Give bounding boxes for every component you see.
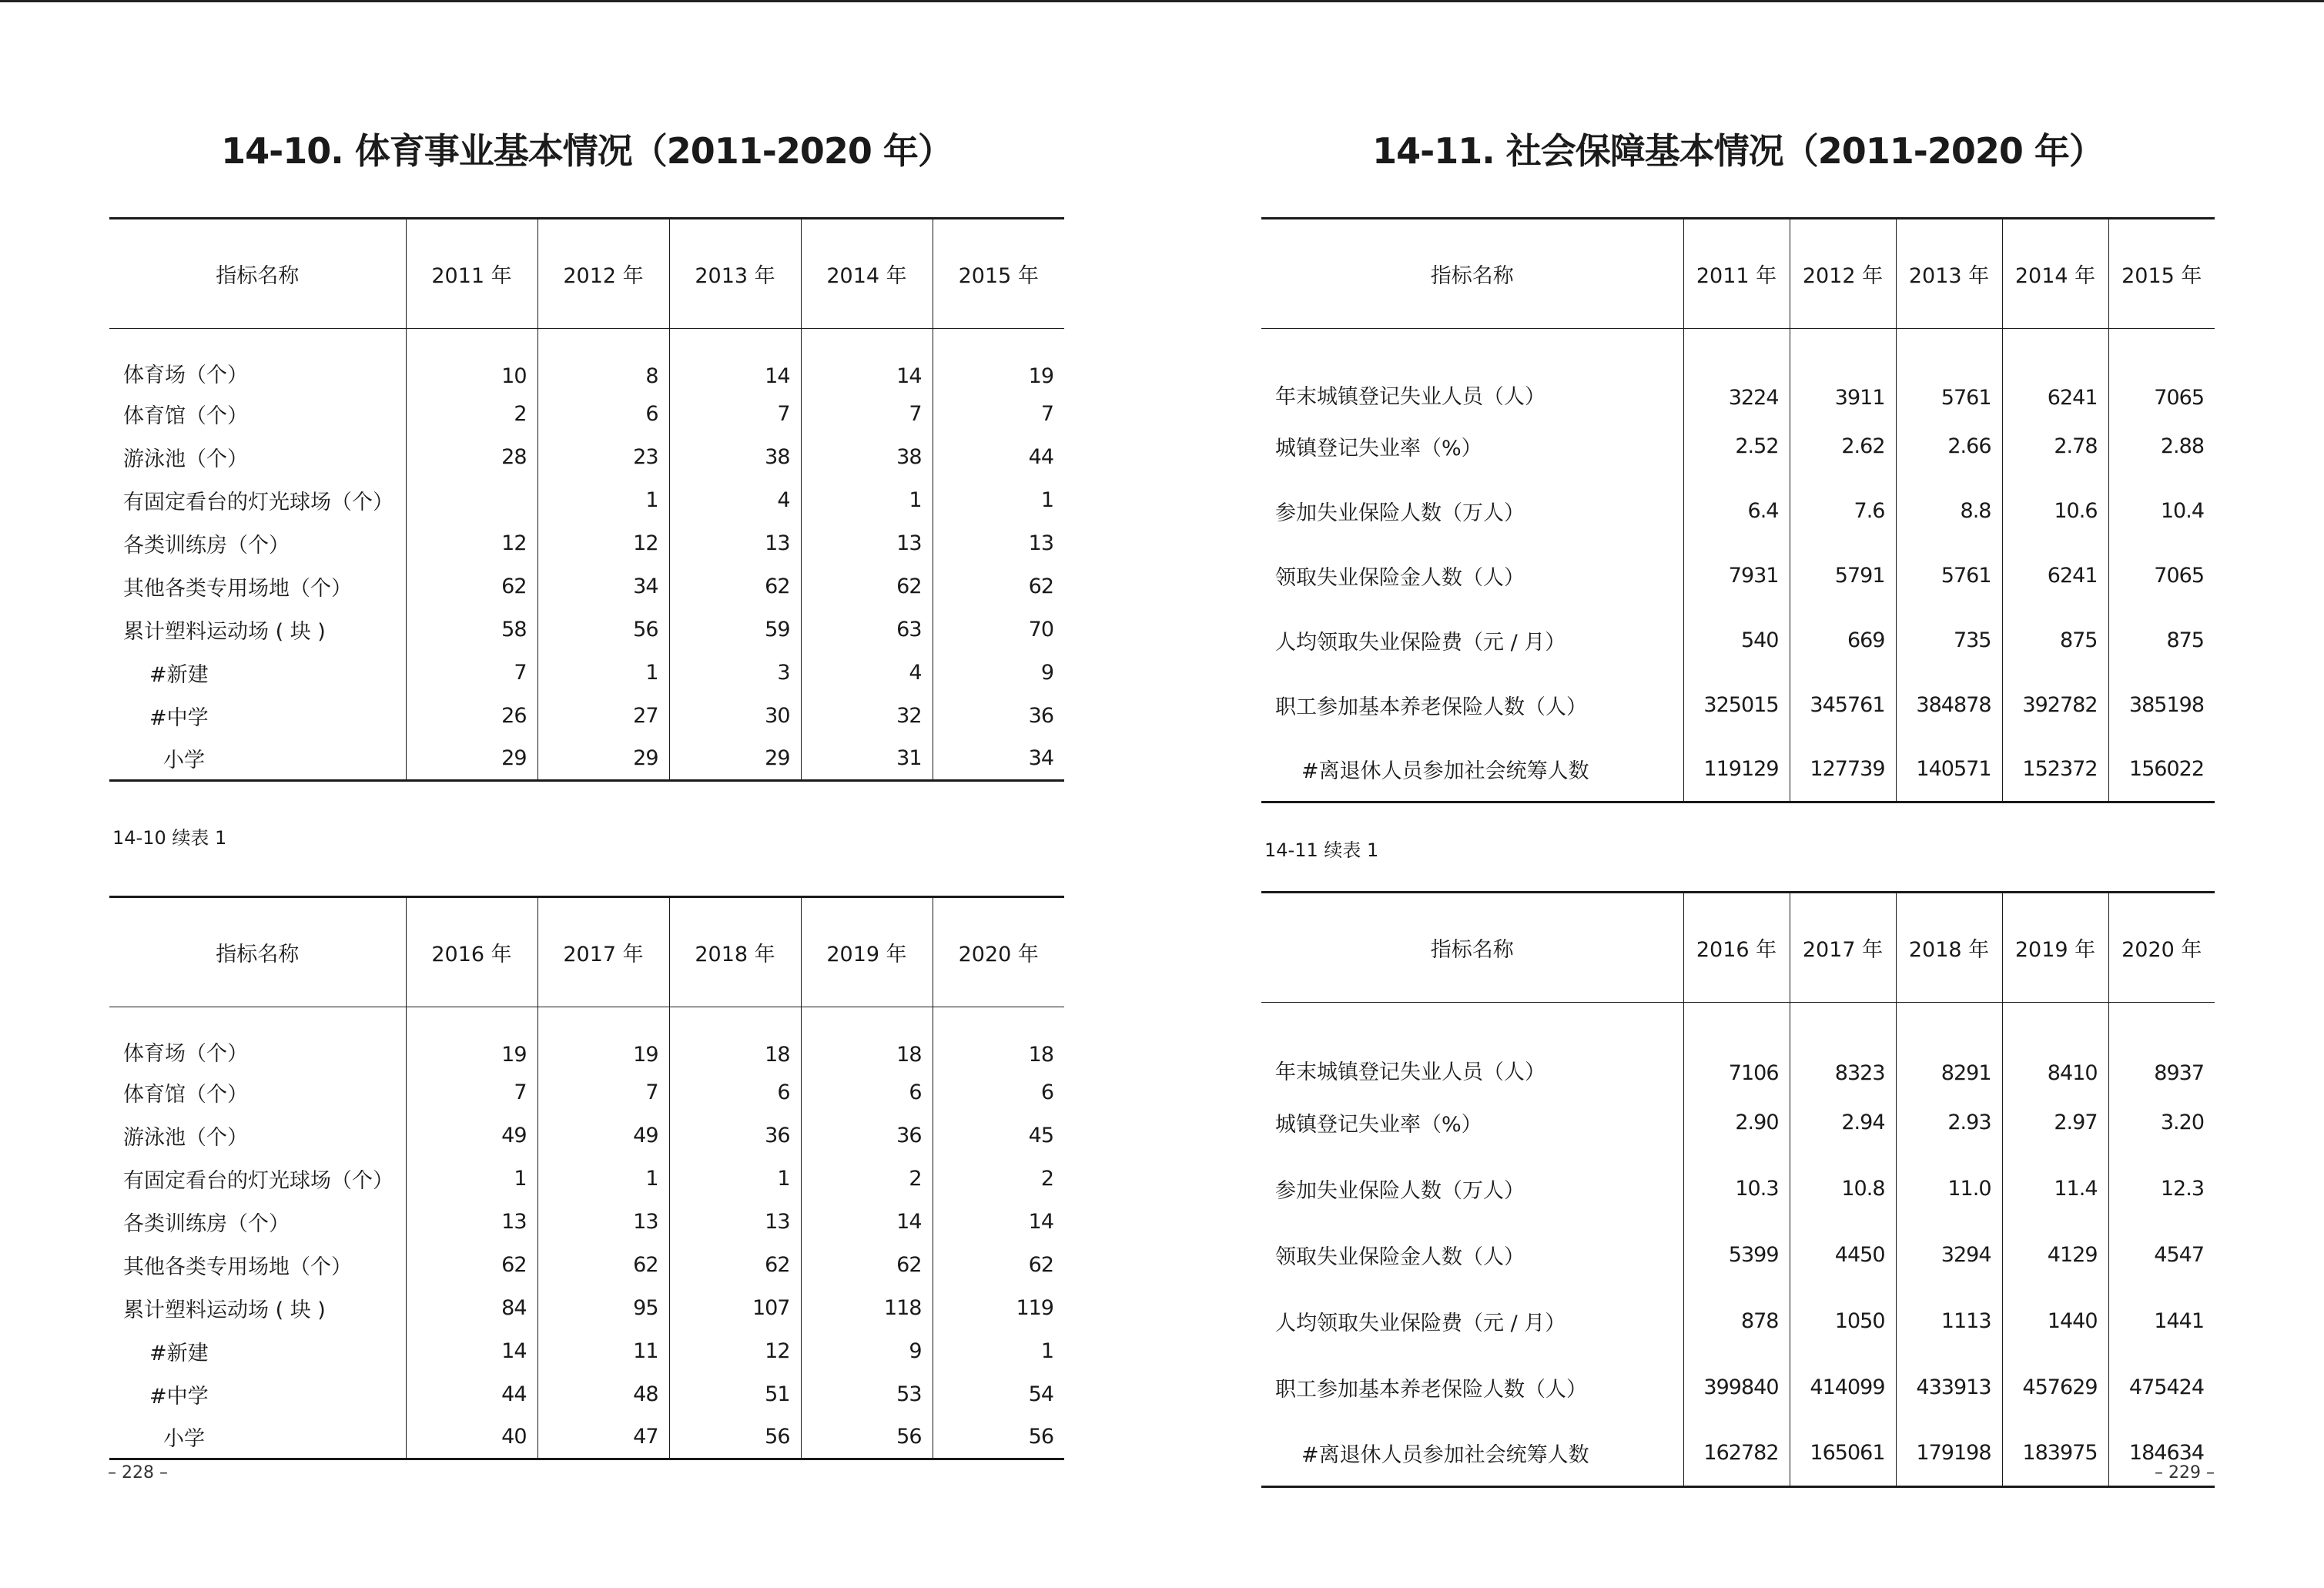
cell-value: 1 [801,479,933,522]
table-row [109,608,1064,652]
cell-value: 6241 [2002,544,2108,608]
cell-value: 49 [406,1114,537,1157]
column-header-year: 2011 年 [406,219,537,329]
cell-value: 2.93 [1896,1090,2002,1156]
row-label: 参加失业保险人数（万人） [1275,1179,1525,1203]
cell-value: 4 [801,652,933,695]
cell-value: 23 [537,436,669,479]
table-row [1261,608,2215,673]
cell-value: 13 [406,1201,537,1244]
cell-value: 14 [801,1201,933,1244]
cell-value: 433913 [1896,1355,2002,1421]
cell-value: 162782 [1683,1421,1790,1487]
cell-value: 184634 [2108,1421,2215,1487]
cell-value: 70 [933,608,1064,652]
row-label: 人均领取失业保险费（元 / 月） [1275,1312,1566,1335]
column-header-year: 2016 年 [1683,893,1790,1003]
cell-value: 878 [1683,1288,1790,1355]
row-label: 职工参加基本养老保险人数（人） [1275,1378,1587,1402]
table-row [1261,1421,2215,1487]
social-security-table-2011-2015 [1261,217,2215,803]
row-label: 参加失业保险人数（万人） [1275,501,1525,525]
cell-value: 5791 [1790,544,1896,608]
cell-value: 95 [537,1287,669,1330]
row-label: 小学 [109,1416,406,1459]
column-header-year: 2013 年 [1896,219,2002,329]
row-label: 年末城镇登记失业人员（人） [1275,1060,1545,1084]
cell-value: 107 [669,1287,801,1330]
cell-value: 62 [669,1244,801,1287]
column-header-year: 2015 年 [2108,219,2215,329]
sports-table-2016-2020 [109,896,1064,1460]
table-row [109,1007,1064,1071]
table-row [1261,1003,2215,1090]
cell-value: 6 [669,1071,801,1114]
cell-value: 48 [537,1373,669,1416]
cell-value: 1 [537,1157,669,1201]
cell-value: 7065 [2108,544,2215,608]
cell-value: 14 [933,1201,1064,1244]
cell-value: 14 [406,1330,537,1373]
cell-value: 44 [933,436,1064,479]
table-row [109,1330,1064,1373]
cell-value: 5399 [1683,1222,1790,1288]
cell-value: 62 [669,565,801,608]
cell-value: 1 [537,479,669,522]
cell-value: 475424 [2108,1355,2215,1421]
cell-value: 8 [537,329,669,393]
cell-value: 31 [801,738,933,781]
cell-value: 51 [669,1373,801,1416]
column-header-year: 2012 年 [1790,219,1896,329]
cell-value: 10.4 [2108,479,2215,544]
row-label: 领取失业保险金人数（人） [1275,1245,1525,1269]
cell-value: 54 [933,1373,1064,1416]
row-label: 游泳池（个） [123,1126,248,1150]
cell-value: 44 [406,1373,537,1416]
cell-value: 6 [537,393,669,436]
cell-value: 10 [406,329,537,393]
cell-value: 10.6 [2002,479,2108,544]
cell-value: 56 [801,1416,933,1459]
cell-value: 18 [933,1007,1064,1071]
cell-value: 56 [537,608,669,652]
cell-value: 36 [801,1114,933,1157]
cell-value: 7 [406,652,537,695]
cell-value: 6 [933,1071,1064,1114]
cell-value: 2.52 [1683,414,1790,479]
row-label: 各类训练房（个） [123,534,290,558]
cell-value: 7 [537,1071,669,1114]
cell-value: 1 [933,1330,1064,1373]
cell-value: 2 [406,393,537,436]
cell-value: 8291 [1896,1003,2002,1090]
cell-value: 392782 [2002,673,2108,738]
cell-value: 2 [933,1157,1064,1201]
column-header-year: 2018 年 [1896,893,2002,1003]
cell-value: 47 [537,1416,669,1459]
column-header-indicator: 指标名称 [109,219,406,329]
cell-value: 18 [801,1007,933,1071]
table-row [1261,738,2215,802]
column-header-year: 2013 年 [669,219,801,329]
cell-value [406,479,537,522]
cell-value: 7931 [1683,544,1790,608]
cell-value: 58 [406,608,537,652]
column-header-indicator: 指标名称 [109,897,406,1007]
table-row [109,738,1064,781]
cell-value: 8937 [2108,1003,2215,1090]
cell-value: 10.3 [1683,1156,1790,1222]
cell-value: 5761 [1896,329,2002,414]
cell-value: 62 [537,1244,669,1287]
table-row [1261,329,2215,414]
cell-value: 6 [801,1071,933,1114]
table-row [109,436,1064,479]
row-label: 体育场（个） [123,1041,248,1066]
column-header-year: 2011 年 [1683,219,1790,329]
cell-value: 156022 [2108,738,2215,802]
cell-value: 29 [669,738,801,781]
sports-table-2011-2015 [109,217,1064,782]
page-title: 14-11. 社会保障基本情况（2011-2020 年） [1372,130,2104,172]
cell-value: 1 [406,1157,537,1201]
cell-value: 13 [669,522,801,565]
row-label: 体育场（个） [123,363,248,387]
row-label: 各类训练房（个） [123,1212,290,1236]
column-header-year: 2014 年 [801,219,933,329]
cell-value: 1440 [2002,1288,2108,1355]
cell-value: 36 [669,1114,801,1157]
cell-value: 1441 [2108,1288,2215,1355]
cell-value: 11.0 [1896,1156,2002,1222]
table-row [109,695,1064,738]
cell-value: 1050 [1790,1288,1896,1355]
cell-value: 875 [2002,608,2108,673]
table-row [109,652,1064,695]
table-row [109,522,1064,565]
cell-value: 2.97 [2002,1090,2108,1156]
cell-value: 385198 [2108,673,2215,738]
cell-value: 7 [801,393,933,436]
row-label: 体育馆（个） [123,404,248,428]
cell-value: 19 [537,1007,669,1071]
cell-value: 8323 [1790,1003,1896,1090]
continuation-label: 14-10 续表 1 [112,827,227,849]
cell-value: 62 [933,565,1064,608]
cell-value: 19 [406,1007,537,1071]
column-header-year: 2018 年 [669,897,801,1007]
page-number: – 229 – [2155,1463,2215,1482]
cell-value: 5761 [1896,544,2002,608]
cell-value: 414099 [1790,1355,1896,1421]
cell-value: 9 [801,1330,933,1373]
cell-value: 13 [933,522,1064,565]
cell-value: 127739 [1790,738,1896,802]
table-row [1261,414,2215,479]
row-label: 累计塑料运动场 ( 块 ) [123,620,326,644]
cell-value: 19 [933,329,1064,393]
cell-value: 6241 [2002,329,2108,414]
table-row [109,1201,1064,1244]
cell-value: 6.4 [1683,479,1790,544]
cell-value: 11.4 [2002,1156,2108,1222]
table-row [109,1114,1064,1157]
cell-value: 62 [801,565,933,608]
cell-value: 45 [933,1114,1064,1157]
column-header-year: 2020 年 [933,897,1064,1007]
cell-value: 384878 [1896,673,2002,738]
cell-value: 30 [669,695,801,738]
table-row [109,1071,1064,1114]
cell-value: 7.6 [1790,479,1896,544]
cell-value: 13 [669,1201,801,1244]
cell-value: 2.62 [1790,414,1896,479]
cell-value: 325015 [1683,673,1790,738]
cell-value: 14 [669,329,801,393]
cell-value: 2 [801,1157,933,1201]
row-label: 体育馆（个） [123,1083,248,1107]
cell-value: 4450 [1790,1222,1896,1288]
cell-value: 14 [801,329,933,393]
cell-value: 140571 [1896,738,2002,802]
table-row [1261,1288,2215,1355]
table-row [109,1157,1064,1201]
column-header-year: 2017 年 [537,897,669,1007]
row-label: 有固定看台的灯光球场（个） [123,1169,393,1193]
cell-value: 26 [406,695,537,738]
cell-value: 118 [801,1287,933,1330]
table-row [109,393,1064,436]
table-row [109,329,1064,393]
column-header-year: 2020 年 [2108,893,2215,1003]
row-label: 城镇登记失业率（%） [1275,437,1482,461]
cell-value: 62 [406,1244,537,1287]
cell-value: 38 [801,436,933,479]
row-label: 其他各类专用场地（个） [123,577,352,601]
cell-value: 11 [537,1330,669,1373]
cell-value: 119 [933,1287,1064,1330]
cell-value: 27 [537,695,669,738]
cell-value: 1 [669,1157,801,1201]
table-row [109,1287,1064,1330]
cell-value: 38 [669,436,801,479]
cell-value: 29 [537,738,669,781]
row-label: #离退休人员参加社会统筹人数 [1261,1421,1683,1487]
table-row [1261,479,2215,544]
social-security-table-2016-2020 [1261,891,2215,1488]
row-label: #中学 [149,706,209,730]
column-header-year: 2019 年 [2002,893,2108,1003]
cell-value: 3294 [1896,1222,2002,1288]
cell-value: 28 [406,436,537,479]
table-row [109,1244,1064,1287]
cell-value: 3 [669,652,801,695]
cell-value: 56 [669,1416,801,1459]
cell-value: 8.8 [1896,479,2002,544]
cell-value: 165061 [1790,1421,1896,1487]
row-label: #新建 [149,663,209,687]
page-number: – 228 – [108,1463,168,1482]
row-label: 人均领取失业保险费（元 / 月） [1275,631,1566,655]
cell-value: 13 [801,522,933,565]
cell-value: 3224 [1683,329,1790,414]
column-header-year: 2017 年 [1790,893,1896,1003]
cell-value: 4 [669,479,801,522]
row-label: 游泳池（个） [123,447,248,471]
cell-value: 183975 [2002,1421,2108,1487]
cell-value: 735 [1896,608,2002,673]
cell-value: 56 [933,1416,1064,1459]
cell-value: 62 [406,565,537,608]
cell-value: 4547 [2108,1222,2215,1288]
cell-value: 399840 [1683,1355,1790,1421]
cell-value: 8410 [2002,1003,2108,1090]
row-label: #中学 [149,1385,209,1409]
cell-value: 40 [406,1416,537,1459]
cell-value: 12.3 [2108,1156,2215,1222]
table-row [1261,1355,2215,1421]
cell-value: 4129 [2002,1222,2108,1288]
column-header-year: 2014 年 [2002,219,2108,329]
cell-value: 7 [669,393,801,436]
column-header-indicator: 指标名称 [1261,893,1683,1003]
cell-value: 62 [933,1244,1064,1287]
cell-value: 34 [537,565,669,608]
cell-value: 119129 [1683,738,1790,802]
cell-value: 49 [537,1114,669,1157]
cell-value: 1113 [1896,1288,2002,1355]
cell-value: 18 [669,1007,801,1071]
row-label: 小学 [109,738,406,781]
row-label: 有固定看台的灯光球场（个） [123,491,393,514]
cell-value: 179198 [1896,1421,2002,1487]
cell-value: 34 [933,738,1064,781]
cell-value: 7065 [2108,329,2215,414]
cell-value: 2.78 [2002,414,2108,479]
column-header-year: 2015 年 [933,219,1064,329]
row-label: #离退休人员参加社会统筹人数 [1261,738,1683,802]
cell-value: 2.88 [2108,414,2215,479]
table-row [1261,1156,2215,1222]
cell-value: 36 [933,695,1064,738]
cell-value: 53 [801,1373,933,1416]
cell-value: 1 [537,652,669,695]
cell-value: 2.66 [1896,414,2002,479]
row-label: 年末城镇登记失业人员（人） [1275,384,1545,409]
cell-value: 59 [669,608,801,652]
cell-value: 1 [933,479,1064,522]
table-row [1261,1090,2215,1156]
continuation-label: 14-11 续表 1 [1264,839,1379,861]
column-header-year: 2012 年 [537,219,669,329]
table-row [1261,673,2215,738]
cell-value: 10.8 [1790,1156,1896,1222]
column-header-year: 2016 年 [406,897,537,1007]
cell-value: 7106 [1683,1003,1790,1090]
table-row [1261,544,2215,608]
cell-value: 152372 [2002,738,2108,802]
table-row [109,1373,1064,1416]
cell-value: 7 [933,393,1064,436]
table-row [109,565,1064,608]
cell-value: 63 [801,608,933,652]
cell-value: 84 [406,1287,537,1330]
row-label: 领取失业保险金人数（人） [1275,566,1525,590]
cell-value: 29 [406,738,537,781]
cell-value: 540 [1683,608,1790,673]
row-label: 城镇登记失业率（%） [1275,1113,1482,1137]
cell-value: 9 [933,652,1064,695]
cell-value: 3.20 [2108,1090,2215,1156]
cell-value: 2.90 [1683,1090,1790,1156]
cell-value: 457629 [2002,1355,2108,1421]
cell-value: 13 [537,1201,669,1244]
cell-value: 875 [2108,608,2215,673]
cell-value: 345761 [1790,673,1896,738]
cell-value: 7 [406,1071,537,1114]
cell-value: 12 [669,1330,801,1373]
cell-value: 62 [801,1244,933,1287]
right-page [1261,0,2215,1588]
cell-value: 669 [1790,608,1896,673]
column-header-indicator: 指标名称 [1261,219,1683,329]
row-label: 累计塑料运动场 ( 块 ) [123,1298,326,1322]
cell-value: 3911 [1790,329,1896,414]
page-title: 14-10. 体育事业基本情况（2011-2020 年） [221,130,953,172]
row-label: 其他各类专用场地（个） [123,1255,352,1279]
table-row [1261,1222,2215,1288]
cell-value: 2.94 [1790,1090,1896,1156]
left-page [109,0,1064,1588]
cell-value: 12 [537,522,669,565]
cell-value: 12 [406,522,537,565]
row-label: #新建 [149,1342,209,1365]
cell-value: 32 [801,695,933,738]
table-row [109,479,1064,522]
row-label: 职工参加基本养老保险人数（人） [1275,695,1587,719]
table-row [109,1416,1064,1459]
column-header-year: 2019 年 [801,897,933,1007]
